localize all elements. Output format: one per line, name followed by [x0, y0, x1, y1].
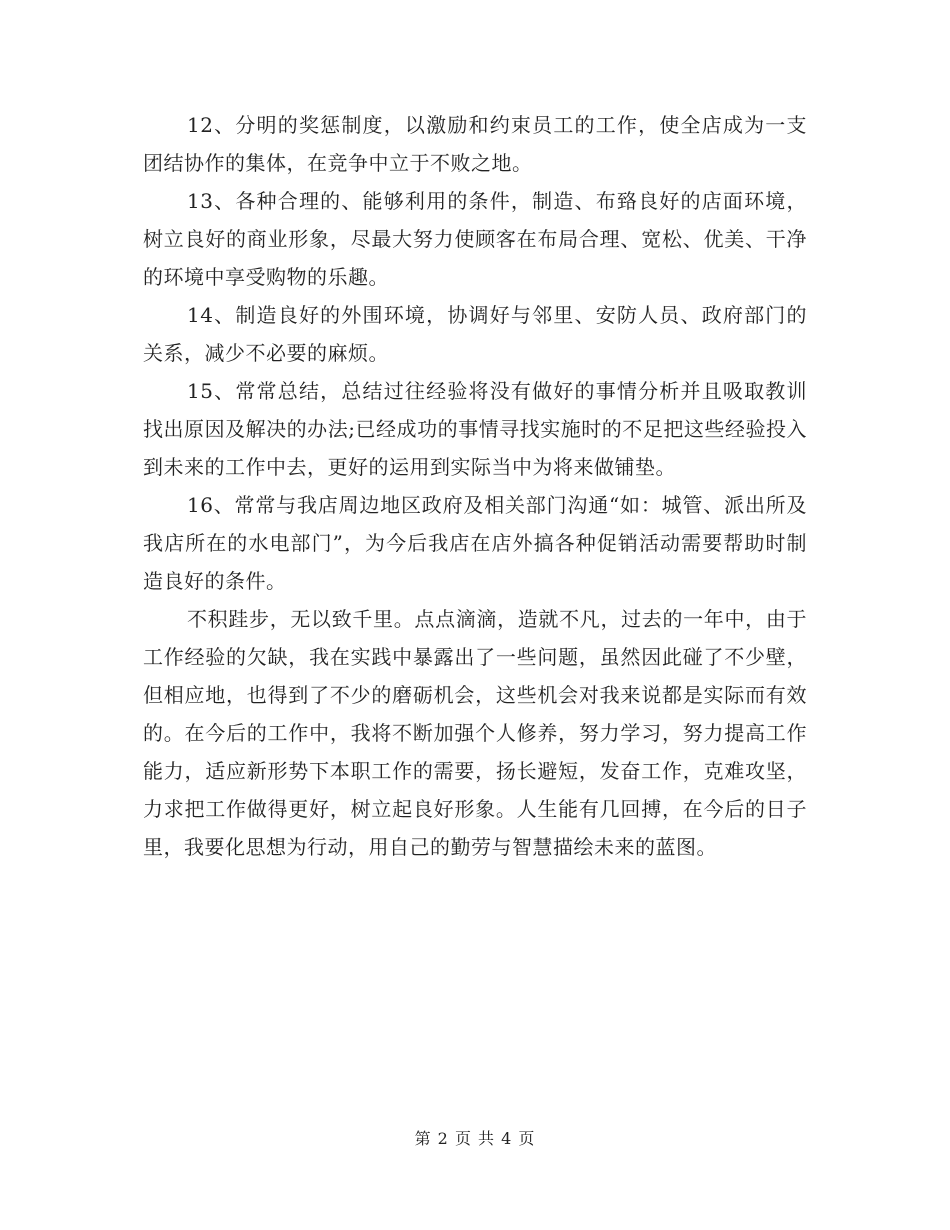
- document-body: [143, 106, 807, 866]
- paragraph-item-12: 12、分明的奖惩制度，以激励和约束员工的工作，使全店成为一支团结协作的集体，在竞争中立于不败之地。: [143, 113, 807, 175]
- paragraph-item-16: 16、常常与我店周边地区政府及相关部门沟通“如：城管、派出所及我店所在的水电部门”，为今后我店在店外搞各种促销活动需要帮助时制造良好的条件。: [143, 493, 807, 593]
- paragraph-item-15: 15、常常总结，总结过往经验将没有做好的事情分析并且吸取教训找出原因及解决的办法;已经成功的事情寻找实施时的不足把这些经验投入到未来的工作中去，更好的运用到实际当中为将来做铺垫。: [143, 379, 807, 479]
- closing-paragraph: 不积跬步，无以致千里。点点滴滴，造就不凡，过去的一年中，由于工作经验的欠缺，我在实践中暴露出了一些问题，虽然因此碰了不少壁，但相应地，也得到了不少的磨砺机会，这些机会对我来说都是实际而有效的。在今后的工作中，我将不断加强个人修养，努力学习，努力提高工作能力，适应新形势下本职工作的需要，扬长避短，发奋工作，克难攻坚，力求把工作做得更好，树立起良好形象。人生能有几回搏，在今后的日子里，我要化思想为行动，用自己的勤劳与智慧描绘未来的蓝图。: [143, 607, 807, 859]
- page-number-footer: 第 2 页 共 4 页: [414, 1129, 536, 1148]
- paragraph-item-13: 13、各种合理的、能够利用的条件，制造、布臵良好的店面环境，树立良好的商业形象，尽最大努力使顾客在布局合理、宽松、优美、干净的环境中享受购物的乐趣。: [143, 189, 807, 289]
- paragraph-item-14: 14、制造良好的外围环境，协调好与邻里、安防人员、政府部门的关系，减少不必要的麻烦。: [143, 303, 807, 365]
